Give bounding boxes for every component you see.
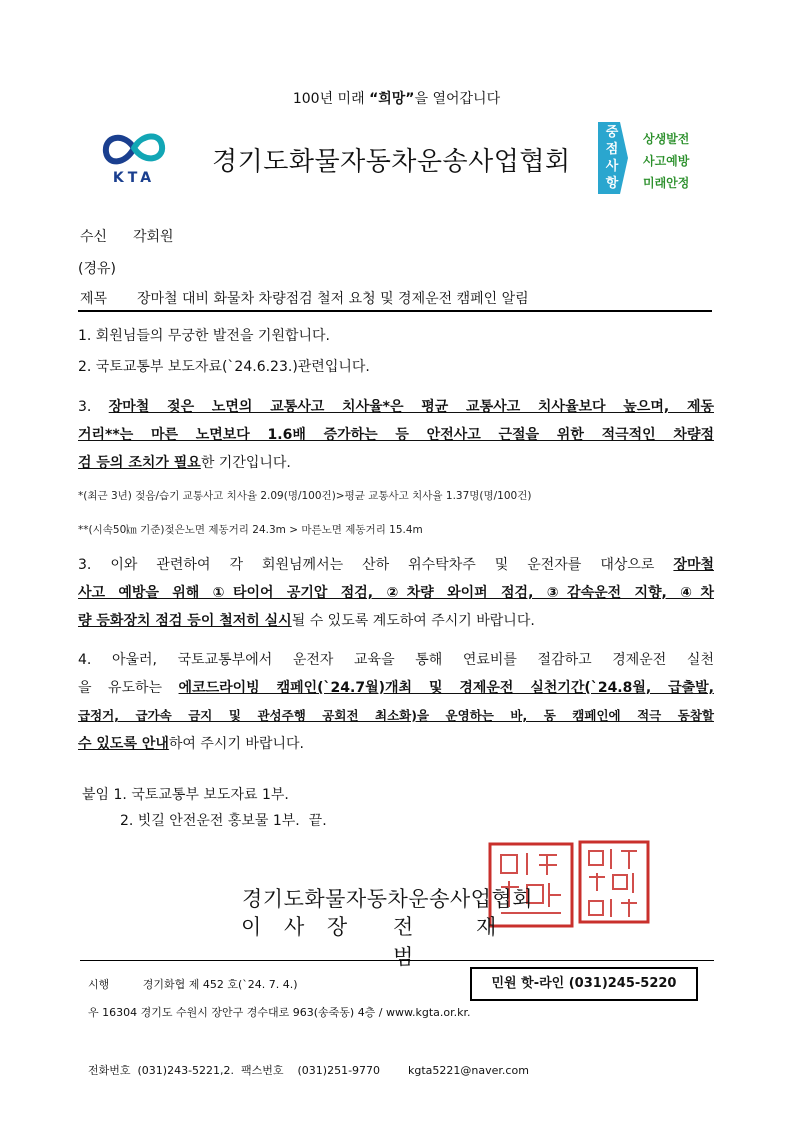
chairman-seal-icon: [577, 839, 651, 925]
contact-line: 전화번호 (031)243-5221,2. 팩스번호 (031)251-9770 kgta5221@naver.com: [88, 1064, 529, 1077]
signature-title: 이 사 장 전 재 범: [241, 911, 571, 941]
motto: 100년 미래 “희망”을 열어갑니다: [292, 91, 501, 107]
para-5: 4. 아울러, 국토교통부에서 운전자 교육을 통해 연료비를 절감하고 경제운전 실천 을 유도하는 에코드라이빙 캠페인(`24.7월)개최 및 경제운전 실천기간(`24.8월, 급출발, 급정거, 급가속 금지 및 관성주행 공회전 최소화)을 운영하는 바, 동 캠페인에 적극 동참할 수 있도록 안내하여 주시기 바랍니다.: [78, 652, 714, 752]
signature-name: 전 재 범: [393, 915, 525, 969]
attachment-label: 붙임: [82, 787, 110, 803]
para-1: 1. 회원님들의 무궁한 발전을 기원합니다.: [78, 328, 330, 344]
footnote-2: **(시속50㎞ 기준)젖은노면 제동거리 24.3m > 마른노면 제동거리 15.4m: [78, 524, 423, 536]
attachment-item: 1. 국토교통부 보도자료 1부.: [113, 787, 289, 803]
logo-text: KTA: [112, 170, 156, 186]
motto-emphasis: “희망”: [369, 91, 415, 107]
dispatch-label: 시행: [88, 978, 110, 991]
footnote-1: *(최근 3년) 젖음/습기 교통사고 치사율 2.09(명/100건)>평균 교통사고 치사율 1.37명(명/100건): [78, 490, 532, 502]
dispatch-value: 경기화협 제 452 호(`24. 7. 4.): [142, 978, 298, 991]
end-mark: 끝.: [308, 813, 327, 829]
priority-list: [643, 128, 689, 194]
priority-item: 상생발전: [643, 132, 690, 146]
via-row: (경유): [78, 261, 116, 277]
dispatch-row: [88, 976, 298, 992]
signature-org: 경기도화물자동차운송사업협회: [242, 887, 534, 911]
para-3: 3. 장마철 젖은 노면의 교통사고 치사율*은 평균 교통사고 치사율보다 높으며, 제동 거리**는 마른 노면보다 1.6배 증가하는 등 안전사고 근절을 위한 적극적인 차량점 검 등의 조치가 필요한 기간입니다.: [78, 399, 714, 471]
priority-item: 사고예방: [643, 154, 690, 168]
priority-item: 미래안정: [643, 176, 690, 190]
para-2: 2. 국토교통부 보도자료(`24.6.23.)관련입니다.: [78, 359, 370, 375]
hotline-box: 민원 핫-라인 (031)245-5220: [470, 967, 698, 1001]
footer-divider: [80, 960, 714, 961]
para-4: 3. 이와 관련하여 각 회원님께서는 산하 위수탁차주 및 운전자를 대상으로 장마철 사고 예방을 위해 ①타이어 공기압 점검, ②차량 와이퍼 점검, ③감속운전 지향, ④차 량 등화장치 점검 등이 철저히 실시될 수 있도록 계도하여 주시기 바랍니다.: [78, 557, 714, 629]
header-divider: [78, 310, 712, 312]
attachments: [82, 781, 289, 809]
org-title: 경기도화물자동차운송사업협회: [212, 147, 571, 177]
priority-label: 중 점 사 항: [605, 125, 619, 191]
address-line: 우 16304 경기도 수원시 장안구 경수대로 963(송죽동) 4층 / www.kgta.or.kr.: [88, 1006, 471, 1019]
attachment-item: 2. 빗길 안전운전 홍보물 1부. 끝.: [120, 813, 327, 829]
